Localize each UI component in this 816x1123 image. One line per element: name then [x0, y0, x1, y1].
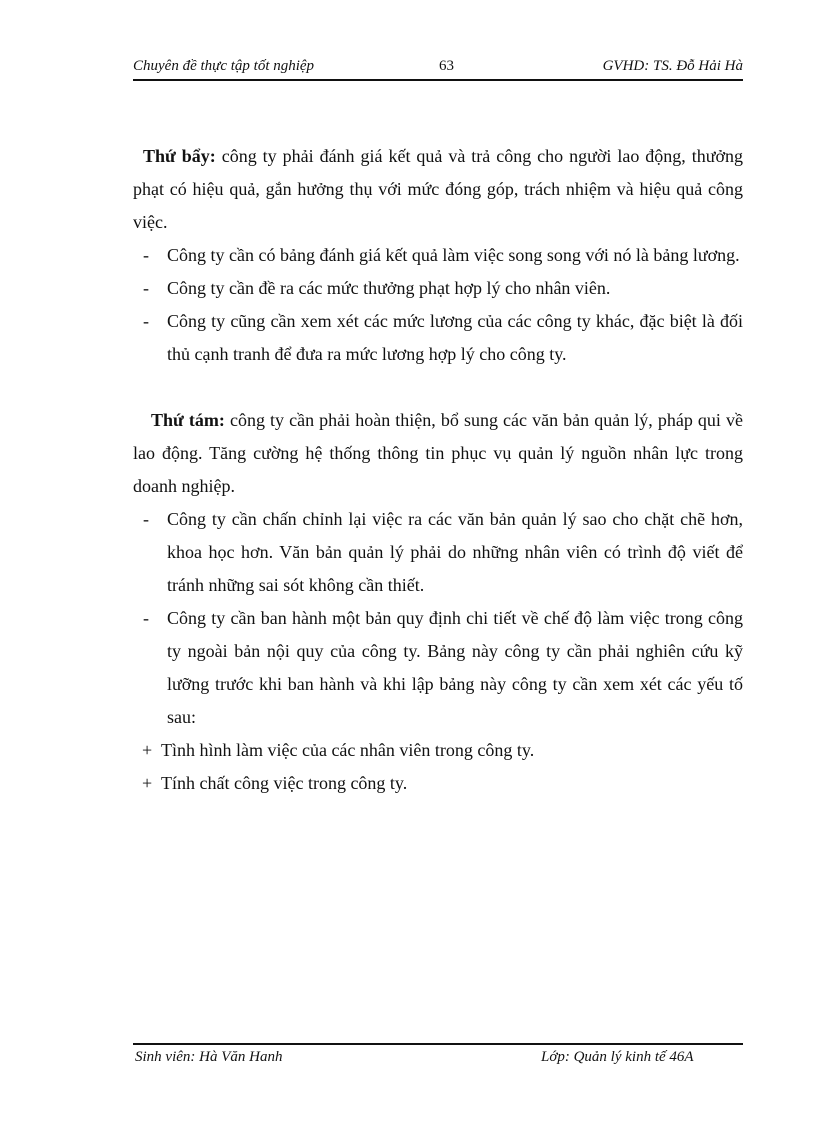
list-item — [133, 305, 743, 371]
footer-student: Sinh viên: Hà Văn Hanh — [135, 1049, 283, 1065]
list-item-text: Công ty cần ban hành một bản quy định chi tiết về chế độ làm việc trong công ty ngoài bản nội quy của công ty. Bảng này công ty cần phải nghiên cứu kỹ lưỡng trước khi ban hành và khi lập bảng này công ty cần xem xét các yếu tố sau: — [167, 608, 743, 727]
section8-text: công ty cần phải hoàn thiện, bổ sung các văn bản quản lý, pháp qui về lao động. Tăng cường hệ thống thông tin phục vụ quản lý nguồn nhân lực trong doanh nghiệp. — [133, 410, 743, 496]
section7-paragraph — [133, 140, 743, 239]
dash-bullet: - — [143, 245, 149, 265]
plus-bullet: + — [142, 773, 153, 793]
sub-list-item-text: Tính chất công việc trong công ty. — [161, 773, 408, 793]
page-body — [133, 140, 743, 800]
sub-list-item — [133, 734, 743, 767]
plus-bullet: + — [142, 740, 153, 760]
header-divider — [133, 79, 743, 81]
list-item — [133, 272, 743, 305]
section-gap — [133, 371, 743, 404]
header-supervisor: GVHD: TS. Đỗ Hải Hà — [602, 58, 743, 74]
list-item-text: Công ty cần đề ra các mức thưởng phạt hợp lý cho nhân viên. — [167, 278, 611, 298]
sub-list-item-text: Tình hình làm việc của các nhân viên trong công ty. — [161, 740, 535, 760]
section7-text: công ty phải đánh giá kết quả và trả công cho người lao động, thưởng phạt có hiệu quả, gắn hưởng thụ với mức đóng góp, trách nhiệm và hiệu quả công việc. — [133, 146, 743, 232]
section8-lead: Thứ tám: — [151, 410, 225, 430]
dash-bullet: - — [143, 608, 149, 628]
list-item — [133, 503, 743, 602]
dash-bullet: - — [143, 278, 149, 298]
page-footer — [133, 1049, 743, 1071]
page-header — [133, 58, 743, 80]
footer-divider — [133, 1043, 743, 1045]
sub-list-item — [133, 767, 743, 800]
section7-lead: Thứ bẩy: — [143, 146, 216, 166]
section8-paragraph — [133, 404, 743, 503]
header-document-title: Chuyên đề thực tập tốt nghiệp — [133, 58, 315, 74]
dash-bullet: - — [143, 311, 149, 331]
list-item-text: Công ty cần có bảng đánh giá kết quả làm việc song song với nó là bảng lương. — [167, 245, 740, 265]
dash-bullet: - — [143, 509, 149, 529]
list-item — [133, 239, 743, 272]
footer-class: Lớp: Quản lý kinh tế 46A — [541, 1049, 694, 1065]
list-item-text: Công ty cần chấn chỉnh lại việc ra các văn bản quản lý sao cho chặt chẽ hơn, khoa học hơn. Văn bản quản lý phải do những nhân viên có trình độ viết để tránh những sai sót không cần thiết. — [167, 509, 743, 595]
list-item-text: Công ty cũng cần xem xét các mức lương của các công ty khác, đặc biệt là đối thủ cạnh tranh để đưa ra mức lương hợp lý cho công ty. — [167, 311, 743, 364]
page-number: 63 — [439, 58, 454, 74]
list-item — [133, 602, 743, 734]
